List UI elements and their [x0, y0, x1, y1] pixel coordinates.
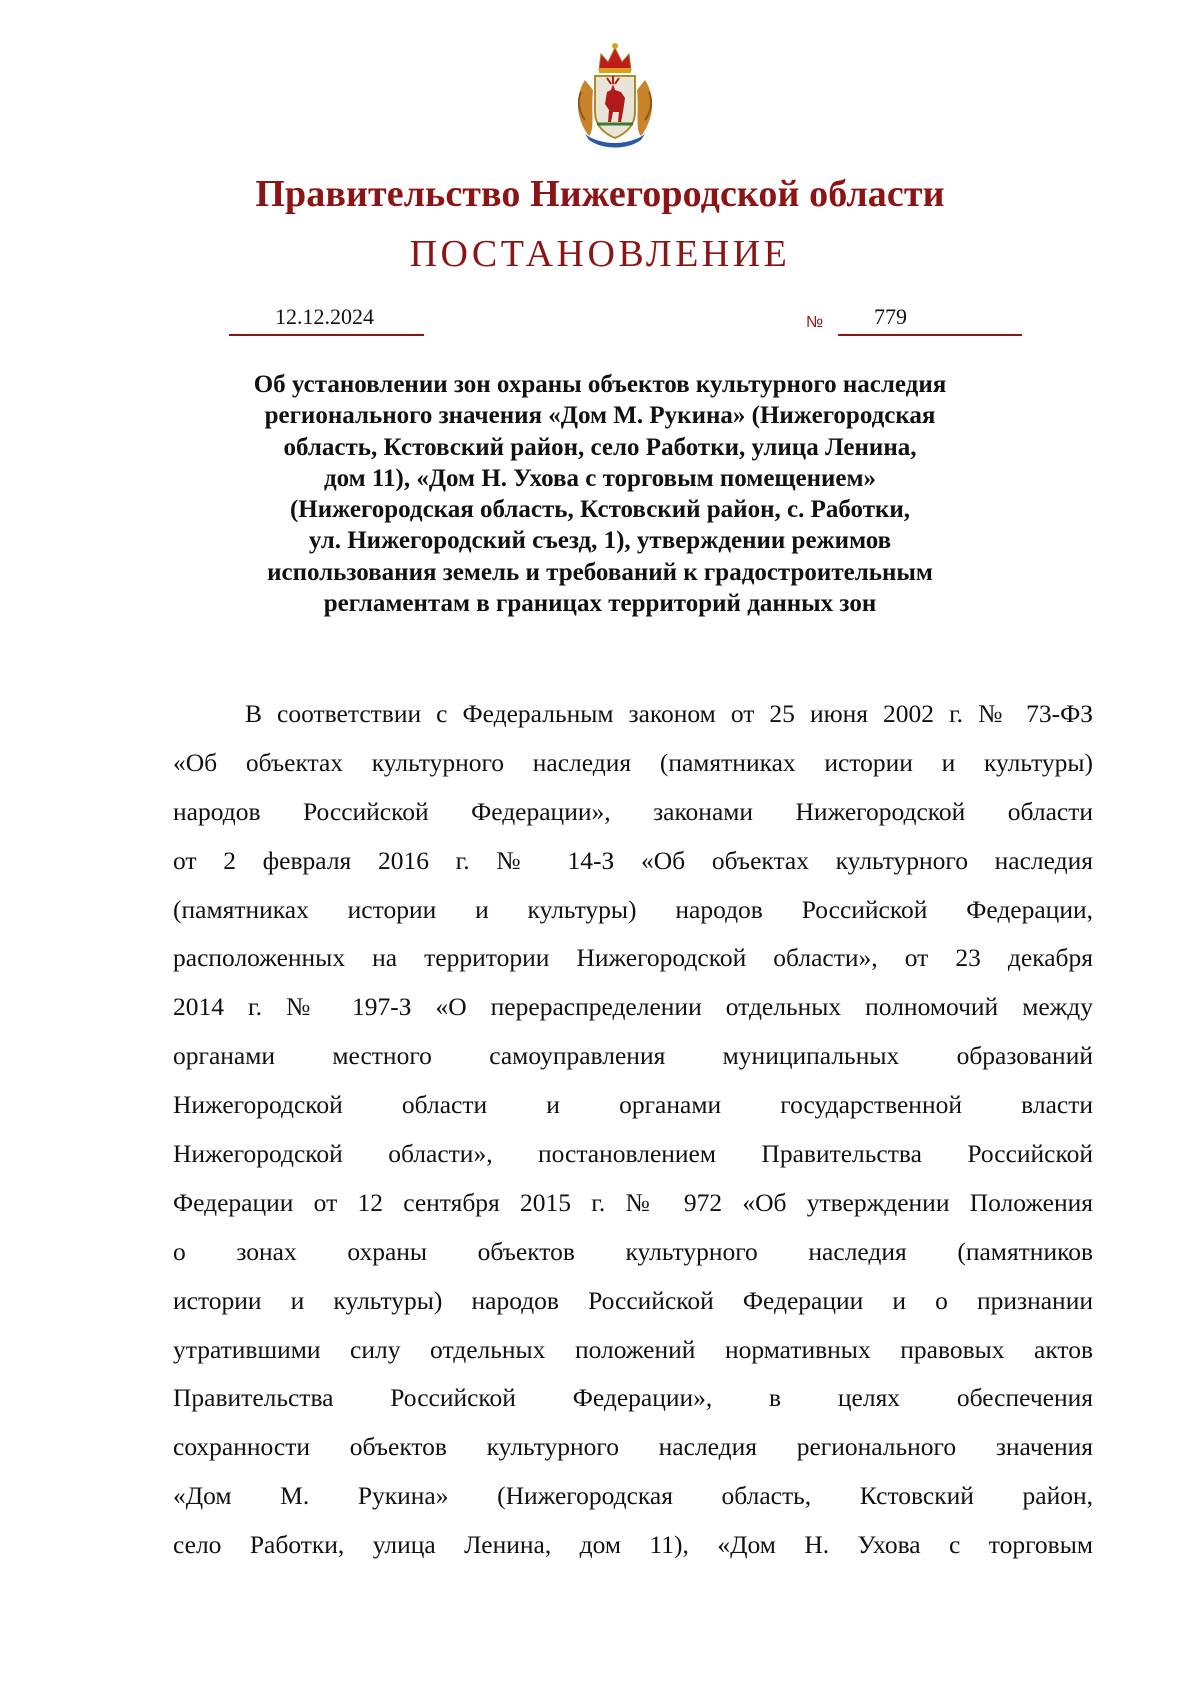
- title-line: регламентам в границах территорий данных зон: [323, 590, 877, 618]
- body-line: (памятниках истории и культуры) народов Российской Федерации,: [173, 894, 1093, 924]
- document-number: 779: [874, 304, 907, 329]
- body-line: Нижегородской области и органами государственной власти: [173, 1090, 1093, 1120]
- title-line: Об установлении зон охраны объектов культурного наследия: [253, 371, 947, 398]
- number-field: [838, 302, 1022, 336]
- title-line: ул. Нижегородский съезд, 1), утверждении режимов: [308, 527, 892, 555]
- body-line: расположенных на территории Нижегородской области», от 23 декабря: [173, 943, 1093, 973]
- document-type: ПОСТАНОВЛЕНИЕ: [409, 233, 791, 275]
- body-line: Нижегородской области», постановлением Правительства Российской: [173, 1139, 1093, 1169]
- title-line: регионального значения «Дом М. Рукина» (Нижегородская: [264, 402, 936, 430]
- title-line: область, Кстовский район, село Работки, улица Ленина,: [283, 433, 917, 461]
- document-date: 12.12.2024: [275, 304, 374, 329]
- date-field: [229, 302, 424, 336]
- number-sign: №: [806, 314, 824, 331]
- body-line: село Работки, улица Ленина, дом 11), «Дом Н. Ухова с торговым: [173, 1530, 1093, 1560]
- document-title: [150, 369, 1050, 619]
- government-name: Правительство Нижегородской области: [255, 173, 945, 215]
- body-line: «Об объектах культурного наследия (памятниках истории и культуры): [173, 747, 1093, 777]
- body-line: сохранности объектов культурного наследия регионального значения: [173, 1432, 1093, 1462]
- body-line: В соответствии с Федеральным законом от 25 июня 2002 г. № 73-ФЗ: [245, 699, 1093, 728]
- body-line: Правительства Российской Федерации», в целях обеспечения: [173, 1383, 1093, 1413]
- title-line: дом 11), «Дом Н. Ухова с торговым помещением»: [323, 464, 877, 492]
- document-body: [173, 690, 1093, 1570]
- body-line: народов Российской Федерации», законами Нижегородской области: [173, 796, 1093, 826]
- body-line: о зонах охраны объектов культурного наследия (памятников: [173, 1236, 1093, 1266]
- title-line: использования земель и требований к градостроительным: [267, 558, 933, 586]
- body-line: истории и культуры) народов Российской Федерации и о признании: [173, 1285, 1093, 1315]
- body-line: утратившими силу отдельных положений нормативных правовых актов: [173, 1334, 1093, 1364]
- body-line: 2014 г. № 197-З «О перераспределении отдельных полномочий между: [173, 992, 1093, 1022]
- body-line: Федерации от 12 сентября 2015 г. № 972 «Об утверждении Положения: [173, 1187, 1093, 1217]
- title-line: (Нижегородская область, Кстовский район, с. Работки,: [289, 496, 911, 524]
- body-line: органами местного самоуправления муниципальных образований: [173, 1041, 1093, 1071]
- body-line: от 2 февраля 2016 г. № 14-З «Об объектах культурного наследия: [173, 845, 1093, 875]
- coat-of-arms-icon: [571, 40, 659, 150]
- body-line: «Дом М. Рукина» (Нижегородская область, Кстовский район,: [173, 1481, 1093, 1511]
